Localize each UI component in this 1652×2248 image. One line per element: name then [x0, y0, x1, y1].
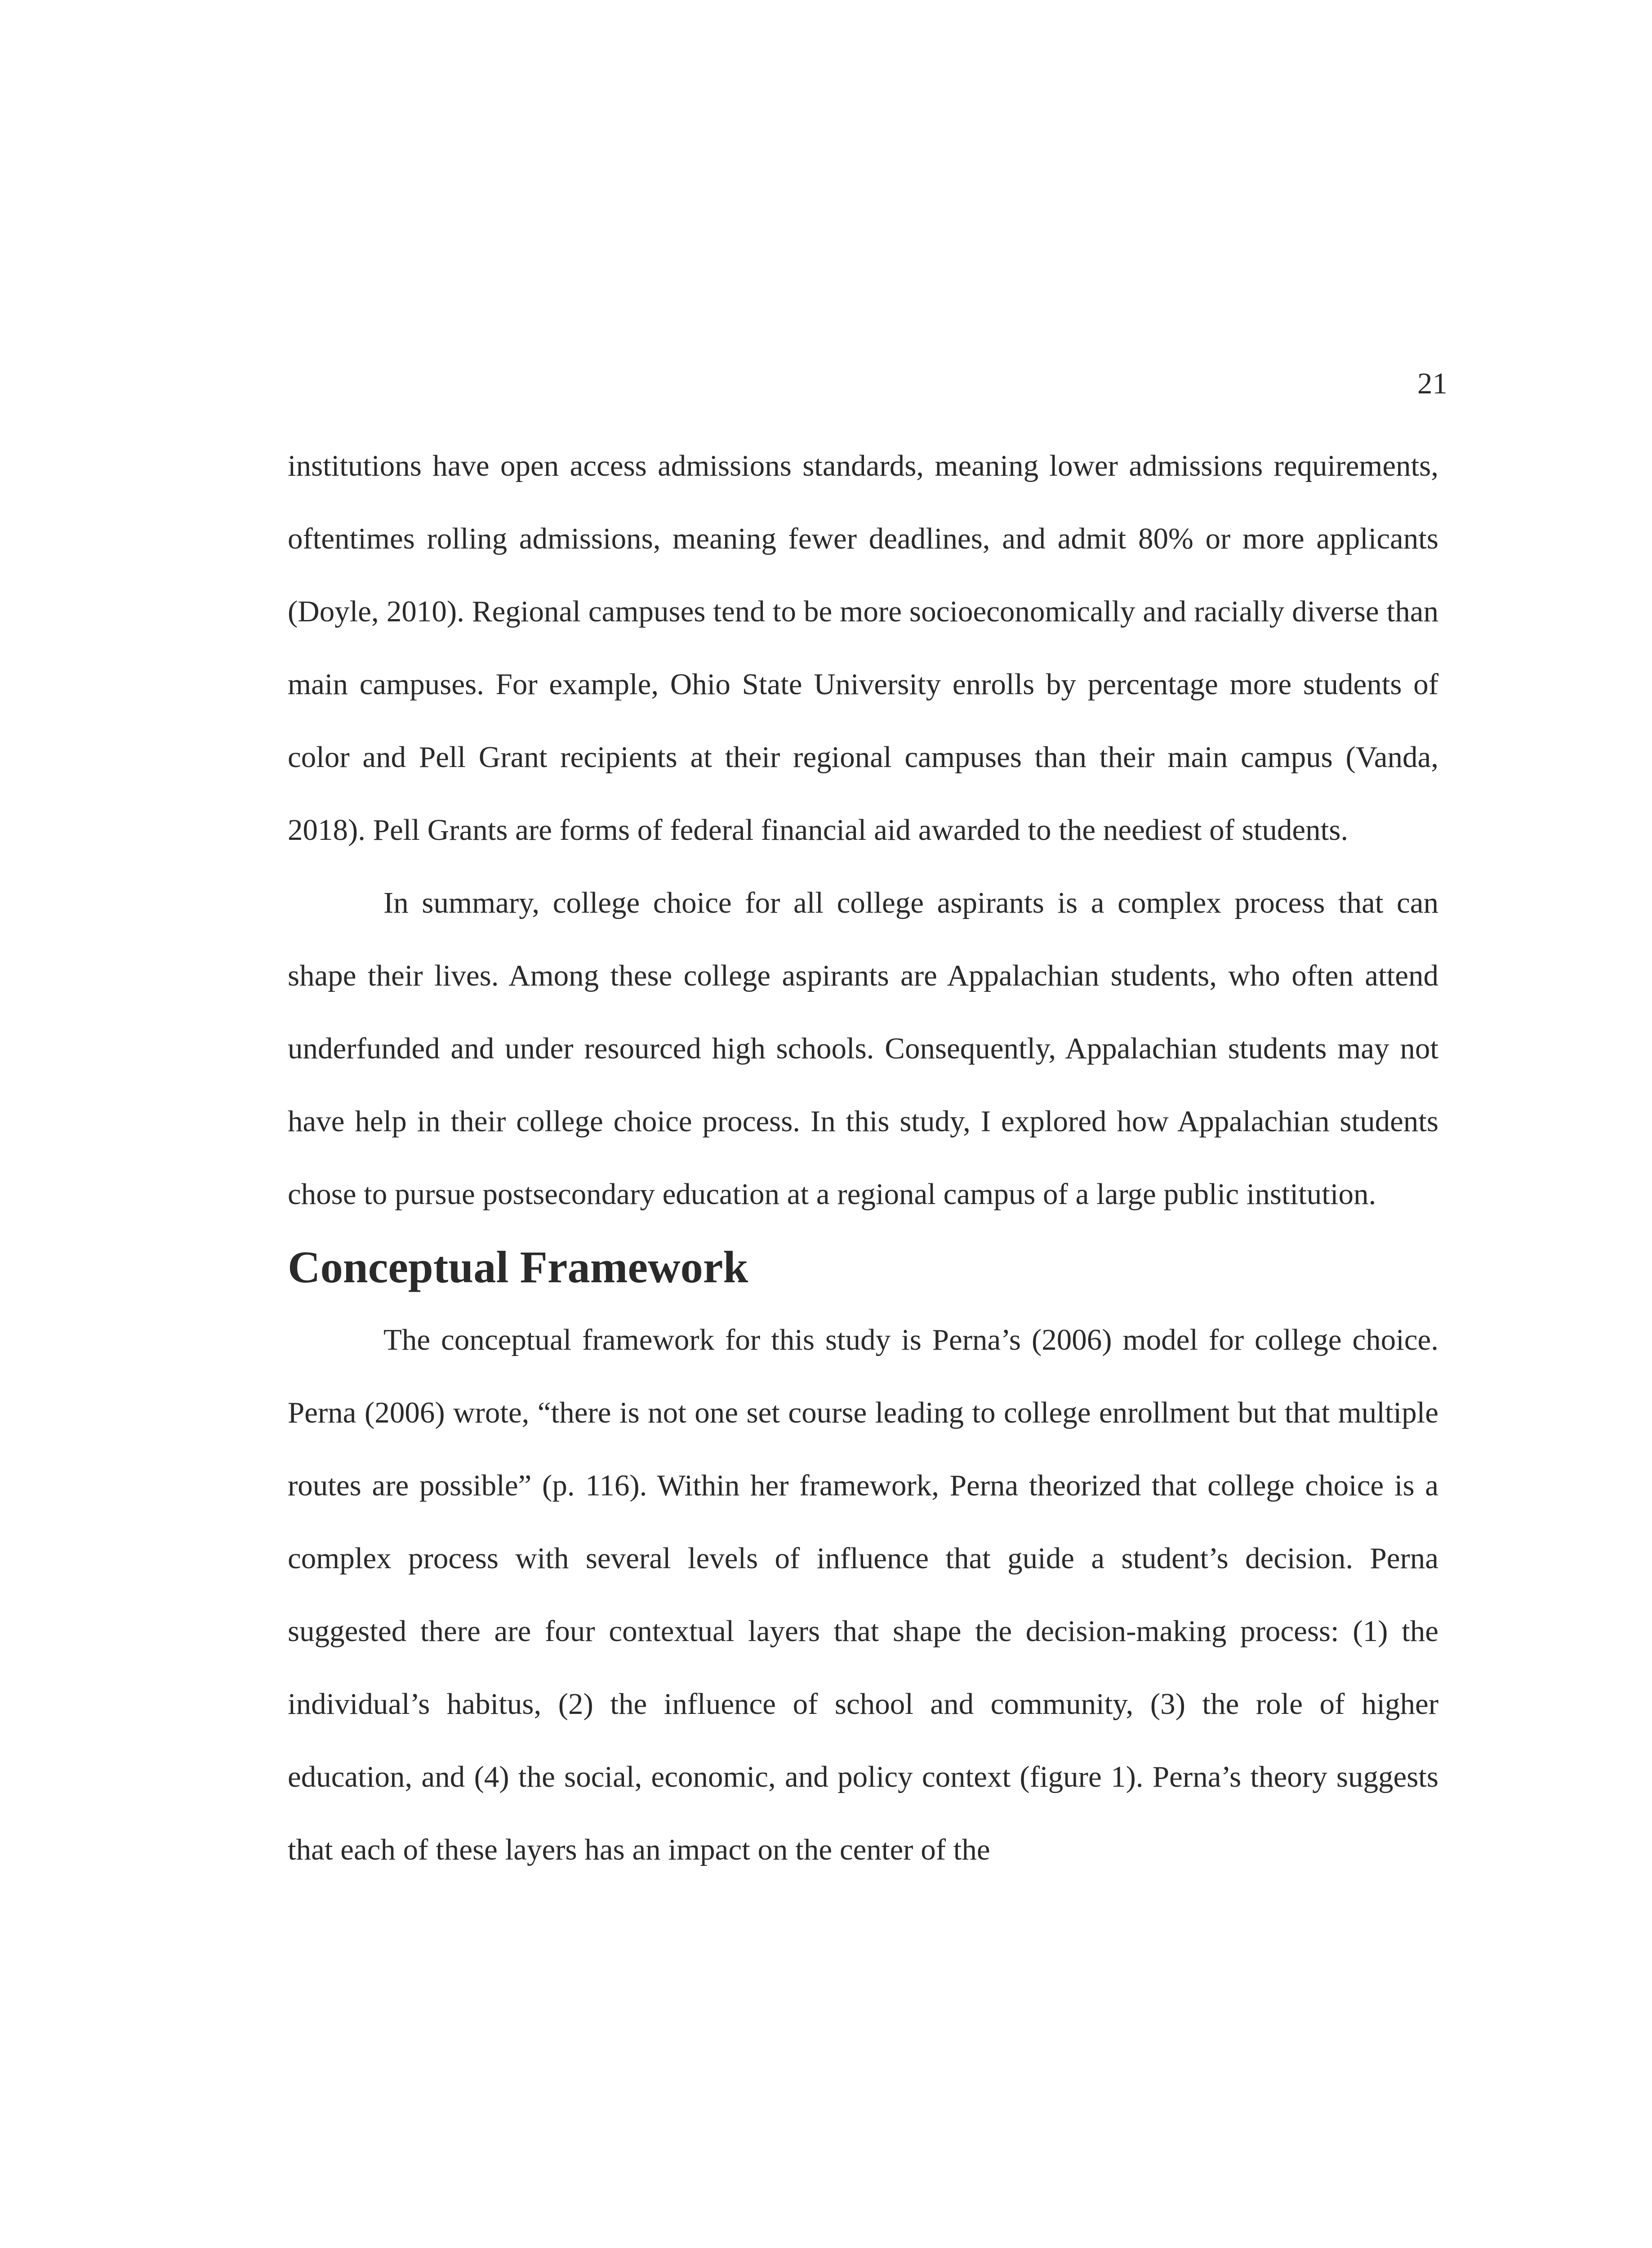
paragraph-framework: The conceptual framework for this study is Perna’s (2006) model for college choice. Perna (2006) wrote, “there is not one set course leading to college enrollment but that multiple routes are possible” (p. 116). Within her framework, Perna theorized that college choice is a complex process with several levels of influence that guide a student’s decision. Perna suggested there are four contextual layers that shape the decision-making process: (1) the individual’s habitus, (2) the influence of school and community, (3) the role of higher education, and (4) the social, economic, and policy context (figure 1). Perna’s theory suggests that each of these layers has an impact on the center of the — [288, 1323, 1438, 1866]
page-number: 21 — [1417, 367, 1447, 400]
section-heading: Conceptual Framework — [288, 1242, 748, 1292]
body-text — [288, 429, 1438, 1886]
paragraph-summary: In summary, college choice for all college aspirants is a complex process that can shape their lives. Among these college aspirants are Appalachian students, who often attend underfunded and under resourced high schools. Consequently, Appalachian students may not have help in their college choice process. In this study, I explored how Appalachian students chose to pursue postsecondary education at a regional campus of a large public institution. — [288, 886, 1438, 1211]
paragraph-continuation: institutions have open access admissions standards, meaning lower admissions requirements, oftentimes rolling admissions, meaning fewer deadlines, and admit 80% or more applicants (Doyle, 2010). Regional campuses tend to be more socioeconomically and racially diverse than main campuses. For example, Ohio State University enrolls by percentage more students of color and Pell Grant recipients at their regional campuses than their main campus (Vanda, 2018). Pell Grants are forms of federal financial aid awarded to the neediest of students. — [288, 449, 1438, 847]
